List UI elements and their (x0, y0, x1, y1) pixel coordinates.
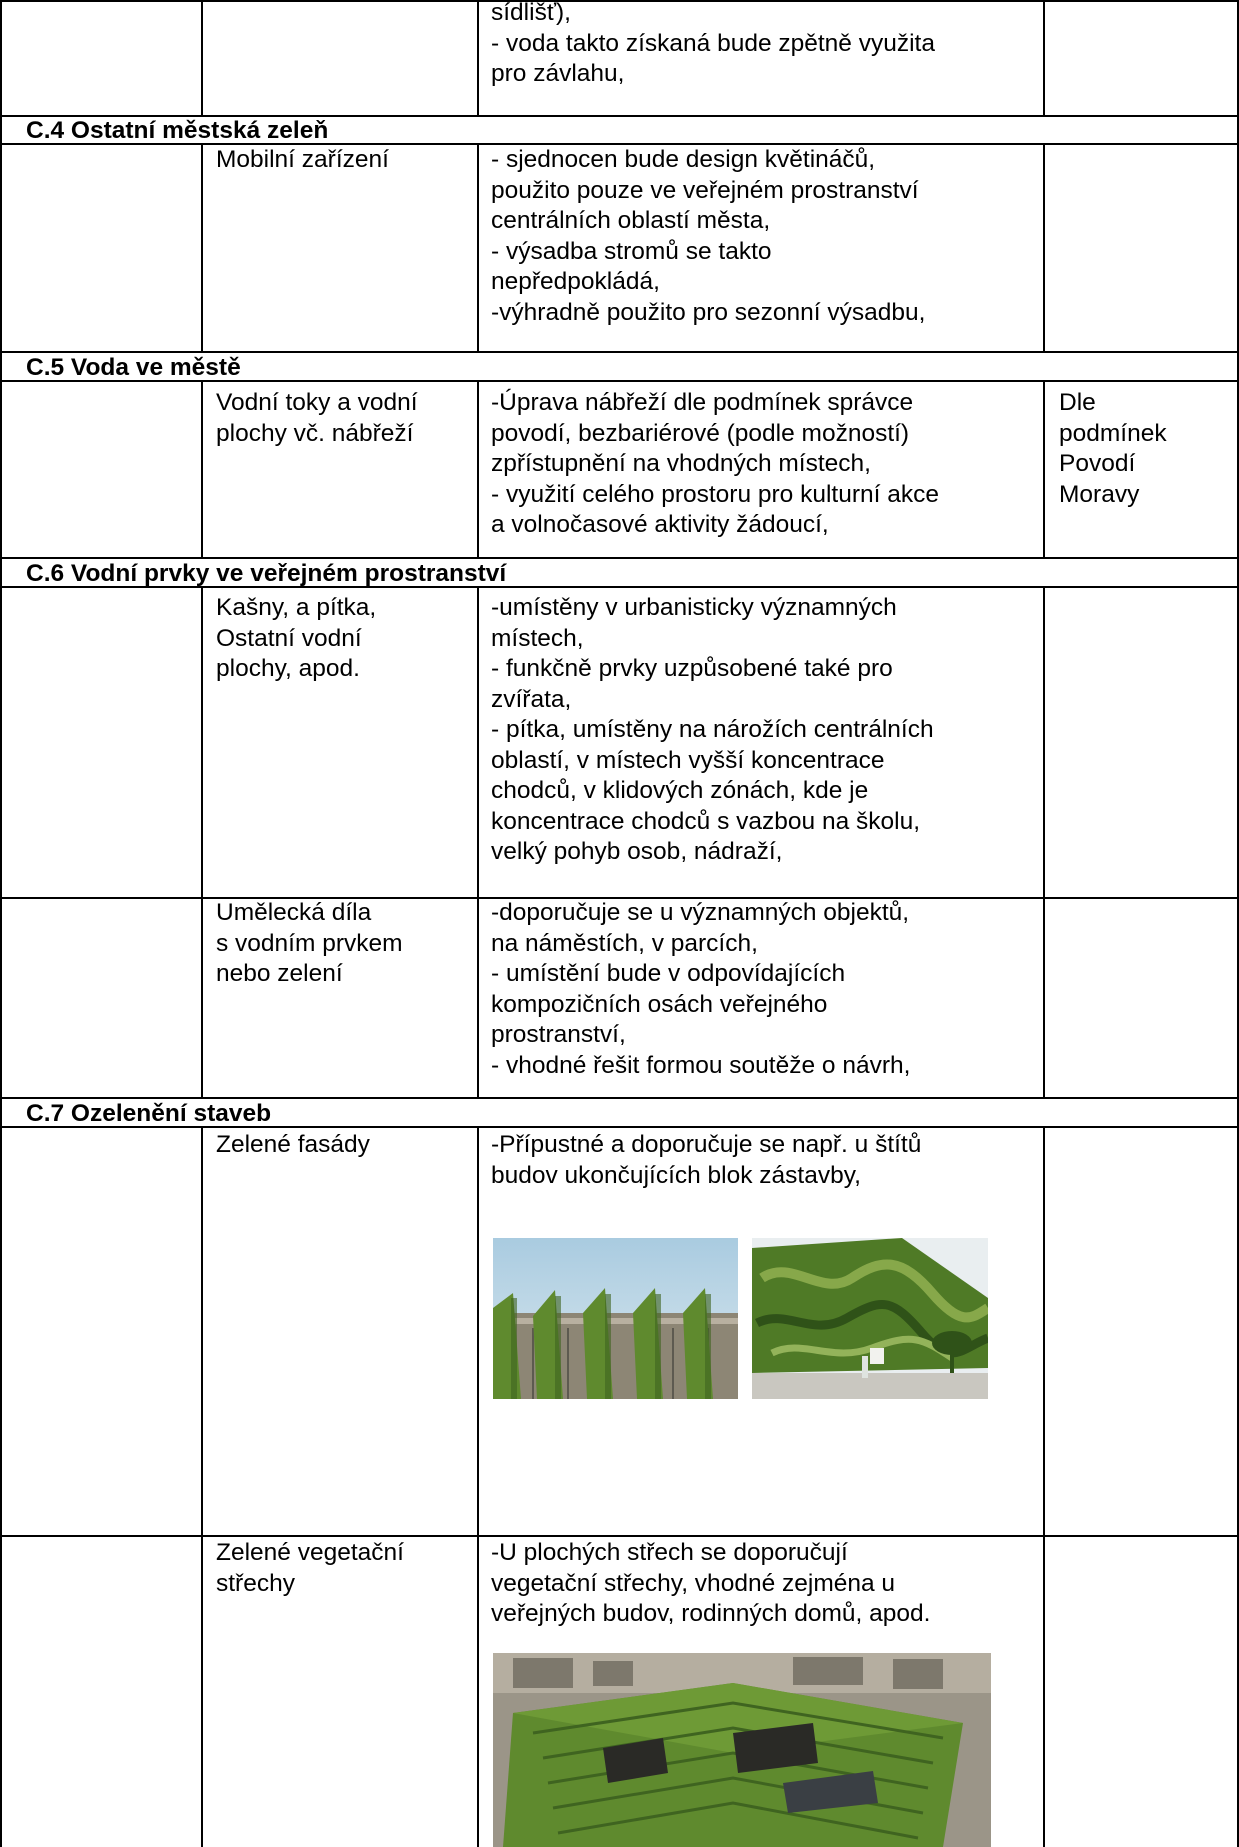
column-divider (201, 0, 203, 116)
column-divider (1043, 1127, 1045, 1847)
column-divider (201, 587, 203, 1098)
cell-description: sídlišť), - voda takto získaná bude zpětně využita pro závlahu, (491, 0, 935, 87)
row-divider (0, 351, 1239, 353)
cell-description: -Přípustné a doporučuje se např. u štítů budov ukončujících blok zástavby, (491, 1131, 922, 1189)
column-divider (477, 0, 479, 116)
column-divider (1043, 144, 1045, 352)
green-roof-building-photo (493, 1653, 991, 1847)
green-facade-fins-photo (493, 1238, 738, 1399)
cell-description: -doporučuje se u významných objektů, na náměstích, v parcích, - umístění bude v odpovídajících kompozičních osách veřejného prostranství, - vhodné řešit formou soutěže o návrh, (491, 899, 911, 1079)
column-divider (201, 1127, 203, 1847)
cell-item: Zelené vegetační střechy (216, 1539, 404, 1597)
section-heading: C.4 Ostatní městská zeleň (26, 117, 329, 144)
section-heading: C.6 Vodní prvky ve veřejném prostranství (26, 560, 507, 587)
cell-description: -umístěny v urbanisticky významných místech, - funkčně prvky uzpůsobené také pro zvířata, - pítka, umístěny na nárožích centrálních oblastí, v místech vyšší koncentrace chodců, v klidových zónách, kde je koncentrace chodců s vazbou na školu, velký pohyb osob, nádraží, (491, 594, 934, 865)
row-divider (0, 1097, 1239, 1099)
column-divider (201, 144, 203, 352)
cell-description: -U plochých střech se doporučují vegetační střechy, vhodné zejména u veřejných budov, rodinných domů, apod. (491, 1539, 931, 1627)
cell-item: Kašny, a pítka, Ostatní vodní plochy, apod. (216, 594, 377, 682)
cell-description: -Úprava nábřeží dle podmínek správce povodí, bezbariérové (podle možností) zpřístupnění na vhodných místech, - využití celého prostoru pro kulturní akce a volnočasové aktivity žádoucí, (491, 389, 940, 538)
cell-description: - sjednocen bude design květináčů, použito pouze ve veřejném prostranství centrálních oblastí města, - výsadba stromů se takto nepředpokládá, -výhradně použito pro sezonní výsadbu, (491, 146, 926, 326)
section-heading: C.5 Voda ve městě (26, 354, 241, 381)
row-divider (0, 1535, 1239, 1537)
vertical-garden-wall-photo (752, 1238, 988, 1399)
row-divider (0, 557, 1239, 559)
column-divider (477, 1127, 479, 1847)
column-divider (201, 381, 203, 558)
cell-item: Mobilní zařízení (216, 146, 389, 173)
column-divider (1043, 587, 1045, 1098)
cell-item: Umělecká díla s vodním prvkem nebo zelení (216, 899, 403, 987)
column-divider (0, 0, 2, 1847)
cell-note: Dle podmínek Povodí Moravy (1059, 389, 1167, 508)
column-divider (477, 144, 479, 352)
section-heading: C.7 Ozelenění staveb (26, 1100, 272, 1127)
column-divider (477, 381, 479, 558)
cell-item: Vodní toky a vodní plochy vč. nábřeží (216, 389, 418, 447)
column-divider (477, 587, 479, 1098)
cell-item: Zelené fasády (216, 1131, 370, 1158)
column-divider (1043, 381, 1045, 558)
column-divider (1043, 0, 1045, 116)
